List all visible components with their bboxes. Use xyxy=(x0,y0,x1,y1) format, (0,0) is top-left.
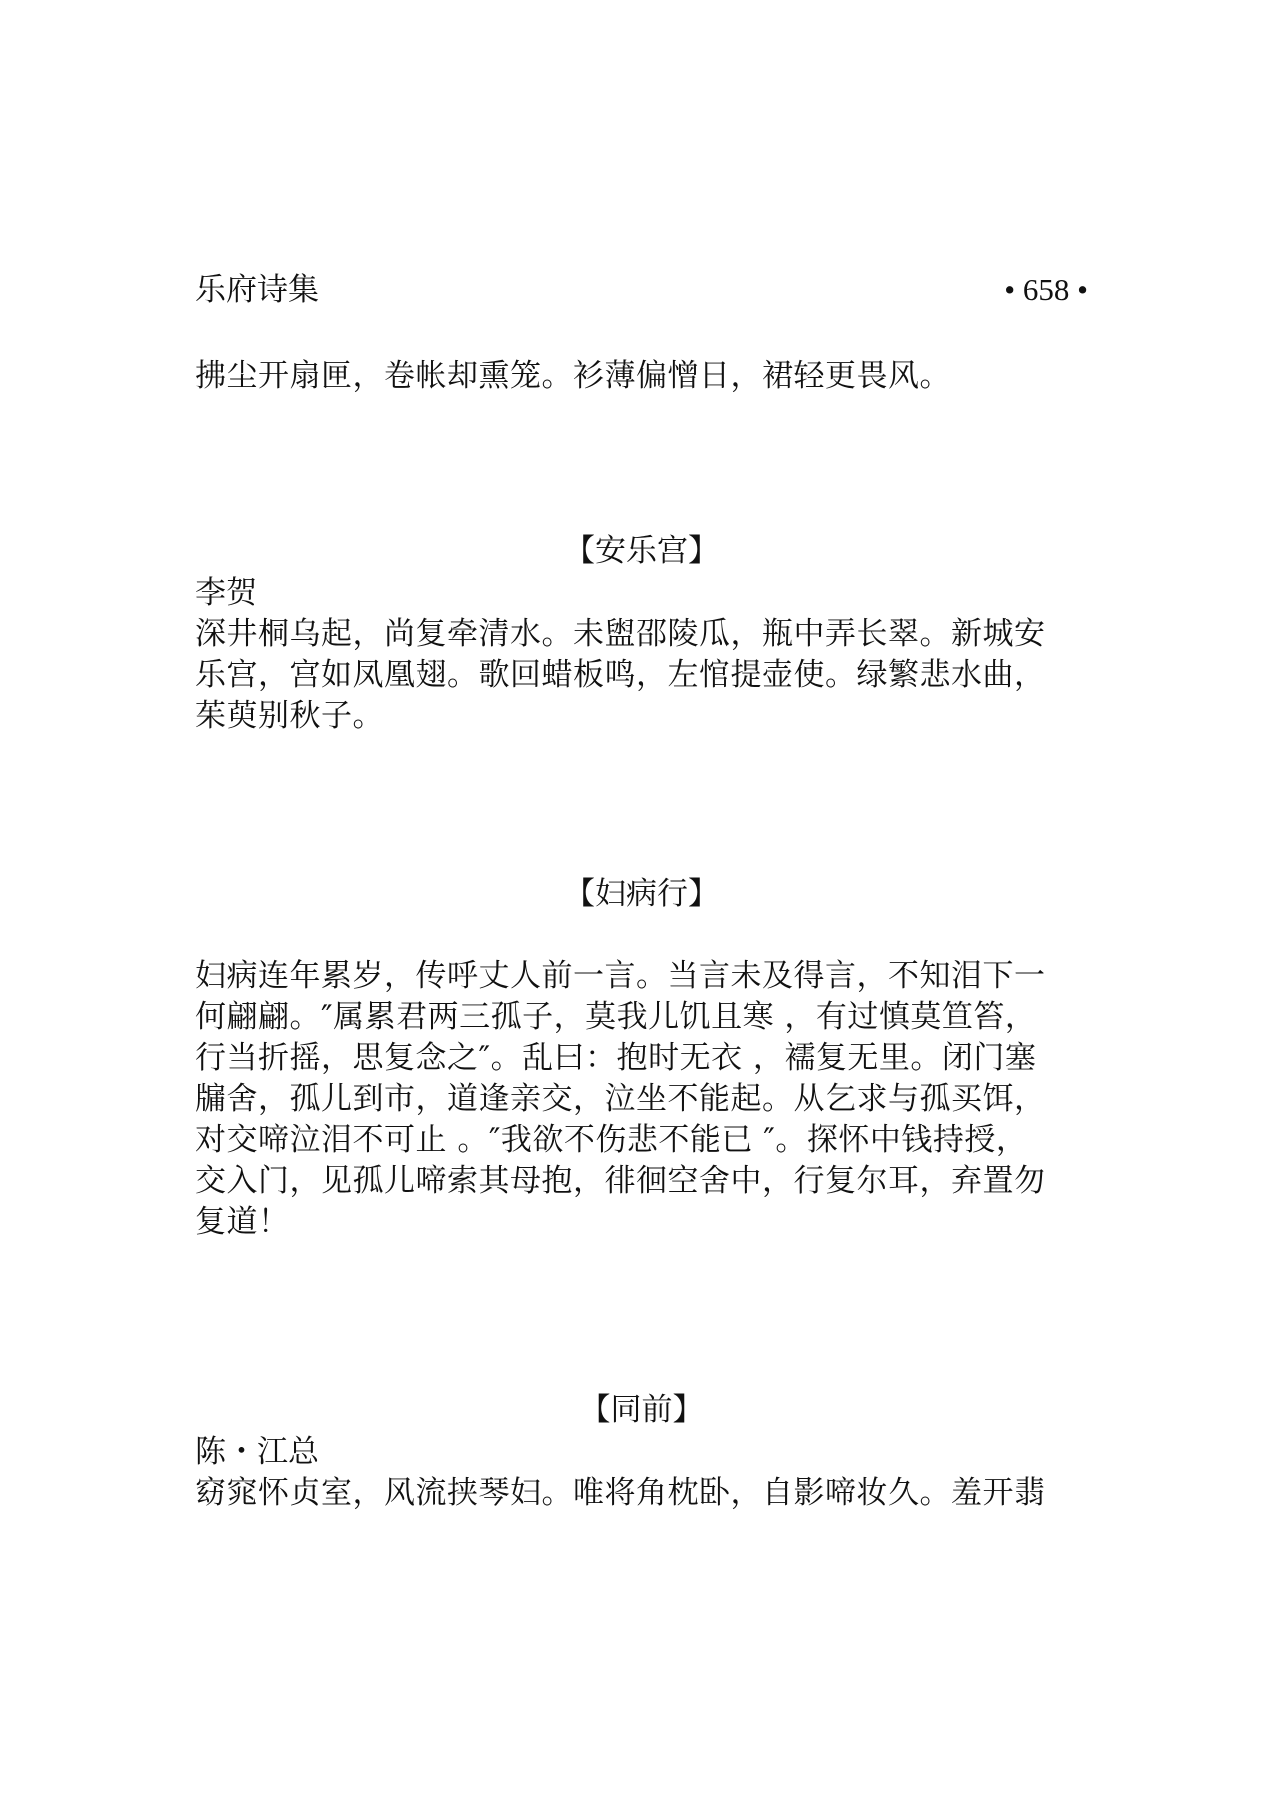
page-number: • 658 • xyxy=(1004,272,1088,307)
poem-body: 窈窕怀贞室，风流挟琴妇。唯将角枕卧，自影啼妆久。羞开翡 xyxy=(195,1475,1046,1511)
poem-author: 李贺 xyxy=(195,575,257,611)
poem-body: 妇病连年累岁，传呼丈人前一言。当言未及得言，不知泪下一 何翩翩。″属累君两三孤子，莫我儿饥且寒 ，有过慎莫笪笞， 行当折摇，思复念之″。乱曰：抱时无衣 ，襦复无里。闭门塞 牖舍，孤儿到市，道逢亲交，泣坐不能起。从乞求与孤买饵， 对交啼泣泪不可止 。″我欲不伤悲不能已 ″。探怀中钱持授， 交入门，见孤儿啼索其母抱，徘徊空舍中，行复尔耳，弃置勿 复道！ xyxy=(195,958,1046,1240)
poem-author: 陈・江总 xyxy=(195,1434,319,1470)
poem-title: 【同前】 xyxy=(579,1392,704,1428)
page-header xyxy=(195,270,1088,310)
document-page xyxy=(195,0,1088,1795)
poem-title: 【安乐宫】 xyxy=(564,533,719,569)
poem-body: 深井桐乌起，尚复牵清水。未盥邵陵瓜，瓶中弄长翠。新城安 乐宫，宫如凤凰翅。歌回蜡板鸣，左悺提壶使。绿繁悲水曲， 茱萸别秋子。 xyxy=(195,616,1046,734)
carryover-verse: 拂尘开扇匣，卷帐却熏笼。衫薄偏憎日，裙轻更畏风。 xyxy=(195,358,951,394)
book-title: 乐府诗集 xyxy=(195,272,319,308)
poem-title: 【妇病行】 xyxy=(564,876,719,912)
